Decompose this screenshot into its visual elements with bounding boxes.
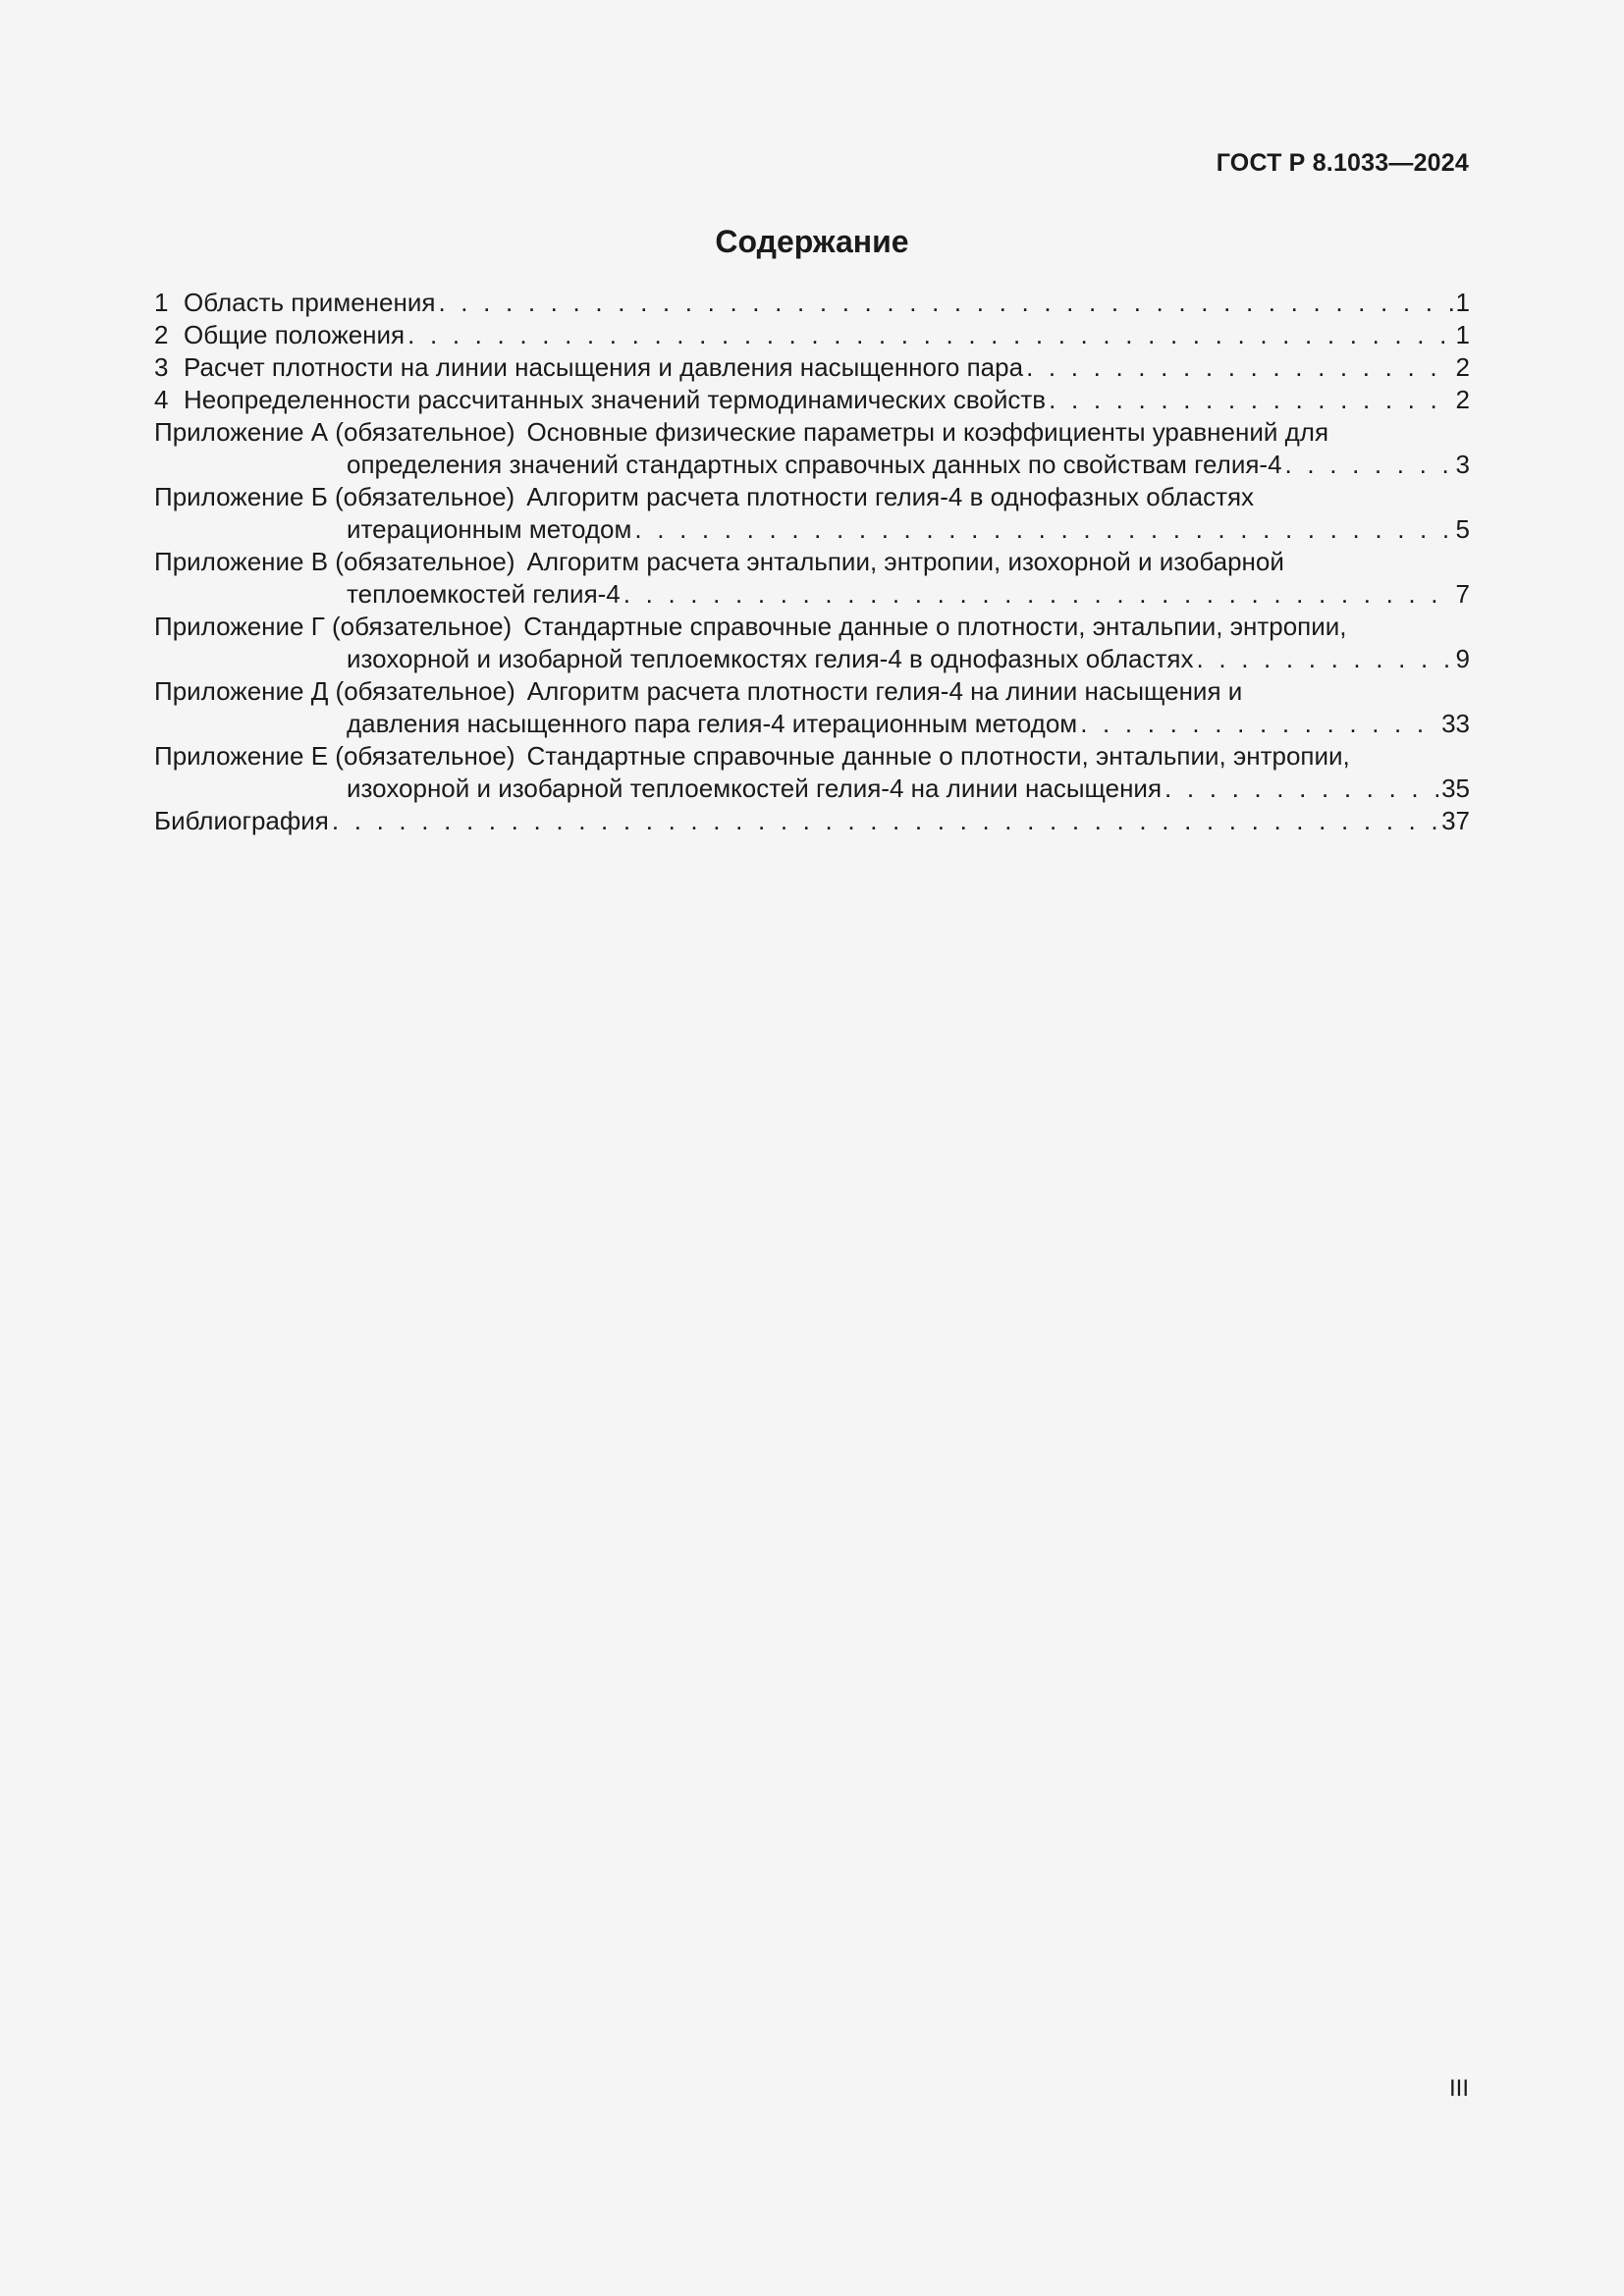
annex-label: Приложение Б (обязательное) [154, 482, 515, 511]
toc-entry-title [154, 319, 405, 351]
toc-page-number: 33 [1441, 709, 1470, 738]
document-header: ГОСТ Р 8.1033—2024 [1216, 149, 1469, 177]
dot-leader [438, 287, 1452, 319]
toc-entry-section-4[interactable] [154, 384, 1470, 416]
toc-title: Содержание [715, 224, 909, 259]
annex-label: Приложение В (обязательное) [154, 547, 515, 576]
section-title: Неопределенности рассчитанных значений термодинамических свойств [184, 385, 1047, 414]
dot-leader [407, 319, 1452, 351]
section-number: 1 [154, 288, 169, 317]
toc-page-number: 2 [1455, 352, 1470, 382]
dot-leader [1197, 643, 1453, 675]
annex-title-line2: изохорной и изобарной теплоемкостей гелия-4 на линии насыщения [347, 774, 1163, 803]
annex-label: Приложение Г (обязательное) [154, 612, 513, 641]
toc-entry-annex-g[interactable] [154, 611, 1470, 675]
annex-label: Приложение Е (обязательное) [154, 741, 515, 771]
annex-label: Приложение А (обязательное) [154, 417, 515, 447]
annex-title-line1: Стандартные справочные данные о плотности, энтальпии, энтропии, [526, 741, 1350, 771]
toc-entry-annex-e[interactable] [154, 740, 1470, 805]
page-number: III [1448, 2075, 1469, 2102]
annex-title-line1: Основные физические параметры и коэффициенты уравнений для [526, 417, 1329, 447]
toc-entry-title [154, 384, 1046, 416]
section-title: Расчет плотности на линии насыщения и давления насыщенного пара [184, 352, 1024, 382]
dot-leader [1026, 351, 1452, 384]
toc-entry-annex-b[interactable] [154, 481, 1470, 546]
annex-title-line2: изохорной и изобарной теплоемкостях гелия-4 в однофазных областях [347, 644, 1194, 673]
annex-title-line1: Алгоритм расчета плотности гелия-4 на линии насыщения и [526, 676, 1243, 706]
toc-entry-section-3[interactable] [154, 351, 1470, 384]
section-number: 4 [154, 385, 169, 414]
toc-entry-annex-d[interactable] [154, 675, 1470, 740]
section-number: 2 [154, 320, 169, 349]
toc-entry-section-1[interactable] [154, 287, 1470, 319]
toc-entry-annex-v[interactable] [154, 546, 1470, 611]
dot-leader [623, 578, 1453, 611]
toc-page-number: 9 [1455, 644, 1470, 673]
annex-title-line2: давления насыщенного пара гелия-4 итерационным методом [347, 709, 1078, 738]
annex-title-line2: теплоемкостей гелия-4 [347, 579, 621, 609]
toc-page-number: 37 [1441, 806, 1470, 835]
toc-page-number: 5 [1455, 514, 1470, 544]
toc-entry-bibliography[interactable] [154, 805, 1470, 837]
toc-page-number: 3 [1455, 450, 1470, 479]
toc-page-number: 7 [1455, 579, 1470, 609]
toc-entry-title [154, 351, 1023, 384]
table-of-contents [154, 287, 1470, 837]
dot-leader [1164, 773, 1438, 805]
annex-title-line2: итерационным методом [347, 514, 632, 544]
dot-leader [1285, 449, 1453, 481]
toc-entry-annex-a[interactable] [154, 416, 1470, 481]
toc-page-number: 35 [1441, 774, 1470, 803]
dot-leader [1080, 708, 1438, 740]
annex-title-line1: Стандартные справочные данные о плотности, энтальпии, энтропии, [523, 612, 1347, 641]
section-number: 3 [154, 352, 169, 382]
dot-leader [634, 513, 1452, 546]
annex-label: Приложение Д (обязательное) [154, 676, 515, 706]
toc-page-number: 2 [1455, 385, 1470, 414]
bibliography-title: Библиография [154, 806, 329, 835]
toc-entry-title [154, 287, 435, 319]
annex-title-line1: Алгоритм расчета энтальпии, энтропии, изохорной и изобарной [526, 547, 1284, 576]
dot-leader [1049, 384, 1452, 416]
annex-title-line1: Алгоритм расчета плотности гелия-4 в однофазных областях [526, 482, 1255, 511]
toc-page-number: 1 [1455, 288, 1470, 317]
toc-page-number: 1 [1455, 320, 1470, 349]
annex-title-line2: определения значений стандартных справочных данных по свойствам гелия-4 [347, 450, 1282, 479]
toc-entry-section-2[interactable] [154, 319, 1470, 351]
dot-leader [332, 805, 1438, 837]
section-title: Область применения [184, 288, 436, 317]
section-title: Общие положения [184, 320, 406, 349]
